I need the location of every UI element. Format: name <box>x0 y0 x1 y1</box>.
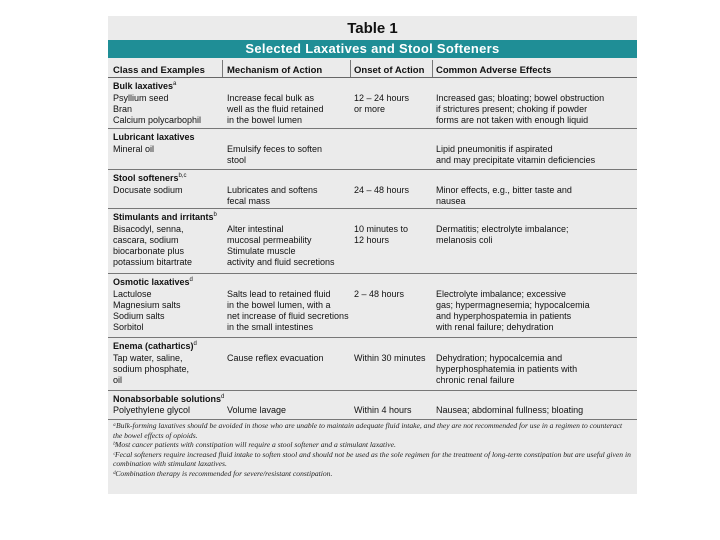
mechanism-cell: Increase fecal bulk as well as the fluid retained in the bowel lumen <box>227 93 324 125</box>
mechanism-cell: Salts lead to retained fluid in the bowel lumen, with a net increase of fluid secretions in the small intestines <box>227 289 349 332</box>
footnotes <box>113 421 633 478</box>
header-mechanism: Mechanism of Action <box>227 65 323 76</box>
adverse-cell: Dehydration; hypocalcemia and hyperphosphatemia in patients with chronic renal failure <box>436 353 578 385</box>
adverse-cell: Nausea; abdominal fullness; bloating <box>436 405 584 415</box>
adverse-cell: Dermatitis; electrolyte imbalance; melanosis coli <box>436 224 569 245</box>
mechanism-cell: Volume lavage <box>227 405 287 415</box>
examples-cell: Mineral oil <box>113 144 155 154</box>
footnote-a: ᵃBulk-forming laxatives should be avoided in those who are unable to maintain adequate fluid intake, and they are not recommended for use in a regimen to counteract the bowel effects of opioids. <box>113 421 623 440</box>
header-onset: Onset of Action <box>354 65 425 76</box>
table-header-row <box>108 60 637 78</box>
header-divider <box>222 60 223 77</box>
section-title: Stimulants and irritants$^b$ <box>113 212 217 222</box>
table-subtitle: Selected Laxatives and Stool Softeners <box>108 40 637 58</box>
table-row <box>108 209 637 274</box>
header-divider <box>432 60 433 77</box>
examples-cell: Lactulose Magnesium salts Sodium salts Sorbitol <box>113 289 181 332</box>
mechanism-cell: Lubricates and softens fecal mass <box>227 185 318 206</box>
table-row <box>108 274 637 338</box>
section-title: Bulk laxatives$^a$ <box>113 81 177 91</box>
section-title: Nonabsorbable solutions$^d$ <box>113 394 225 404</box>
table-row <box>108 338 637 391</box>
onset-cell: Within 4 hours <box>354 405 412 415</box>
examples-cell: Docusate sodium <box>113 185 183 195</box>
adverse-cell: Lipid pneumonitis if aspirated and may precipitate vitamin deficiencies <box>436 144 596 165</box>
table-title: Table 1 <box>347 20 398 37</box>
adverse-cell: Electrolyte imbalance; excessive gas; hypermagnesemia; hypocalcemia and hyperphospatemia in patients with renal failure; dehydration <box>436 289 590 332</box>
header-divider <box>350 60 351 77</box>
footnote-d: ᵈCombination therapy is recommended for severe/resistant constipation. <box>113 468 333 478</box>
footnote-c: ᶜFecal softeners require increased fluid intake to soften stool and should not be used as the sole regimen for the treatment of long-term constipation but are useful given in combination with stimulant laxatives. <box>113 449 631 468</box>
examples-cell: Bisacodyl, senna, cascara, sodium biocarbonate plus potassium bitartrate <box>113 224 193 267</box>
section-title: Lubricant laxatives <box>113 132 195 142</box>
onset-cell: 2 – 48 hours <box>354 289 405 299</box>
examples-cell: Psyllium seed Bran Calcium polycarbophil <box>113 93 202 125</box>
footnote-b: ᵇMost cancer patients with constipation will require a stool softener and a stimulant laxative. <box>113 440 396 449</box>
mechanism-cell: Emulsify feces to soften stool <box>227 144 323 165</box>
header-class-examples: Class and Examples <box>113 65 205 76</box>
adverse-cell: Minor effects, e.g., bitter taste and nausea <box>436 185 572 206</box>
adverse-cell: Increased gas; bloating; bowel obstruction if strictures present; choking if powder forms are not taken with enough liquid <box>436 93 605 125</box>
header-adverse-effects: Common Adverse Effects <box>436 65 552 76</box>
onset-cell: 24 – 48 hours <box>354 185 410 195</box>
onset-cell: 12 – 24 hours or more <box>354 93 410 114</box>
examples-cell: Polyethylene glycol <box>113 405 191 415</box>
section-title: Osmotic laxatives$^d$ <box>113 277 193 287</box>
section-title: Stool softeners$^{b,c}$ <box>113 173 187 183</box>
table-row <box>108 391 637 420</box>
mechanism-cell: Cause reflex evacuation <box>227 353 324 363</box>
examples-cell: Tap water, saline, sodium phosphate, oil <box>113 353 190 385</box>
section-title: Enema (cathartics)$^d$ <box>113 341 197 351</box>
table-row <box>108 129 637 170</box>
onset-cell: Within 30 minutes <box>354 353 426 363</box>
onset-cell: 10 minutes to 12 hours <box>354 224 409 245</box>
table-row <box>108 170 637 209</box>
laxatives-table <box>108 16 637 494</box>
mechanism-cell: Alter intestinal mucosal permeability Stimulate muscle activity and fluid secretions <box>227 224 335 267</box>
table-row <box>108 78 637 129</box>
